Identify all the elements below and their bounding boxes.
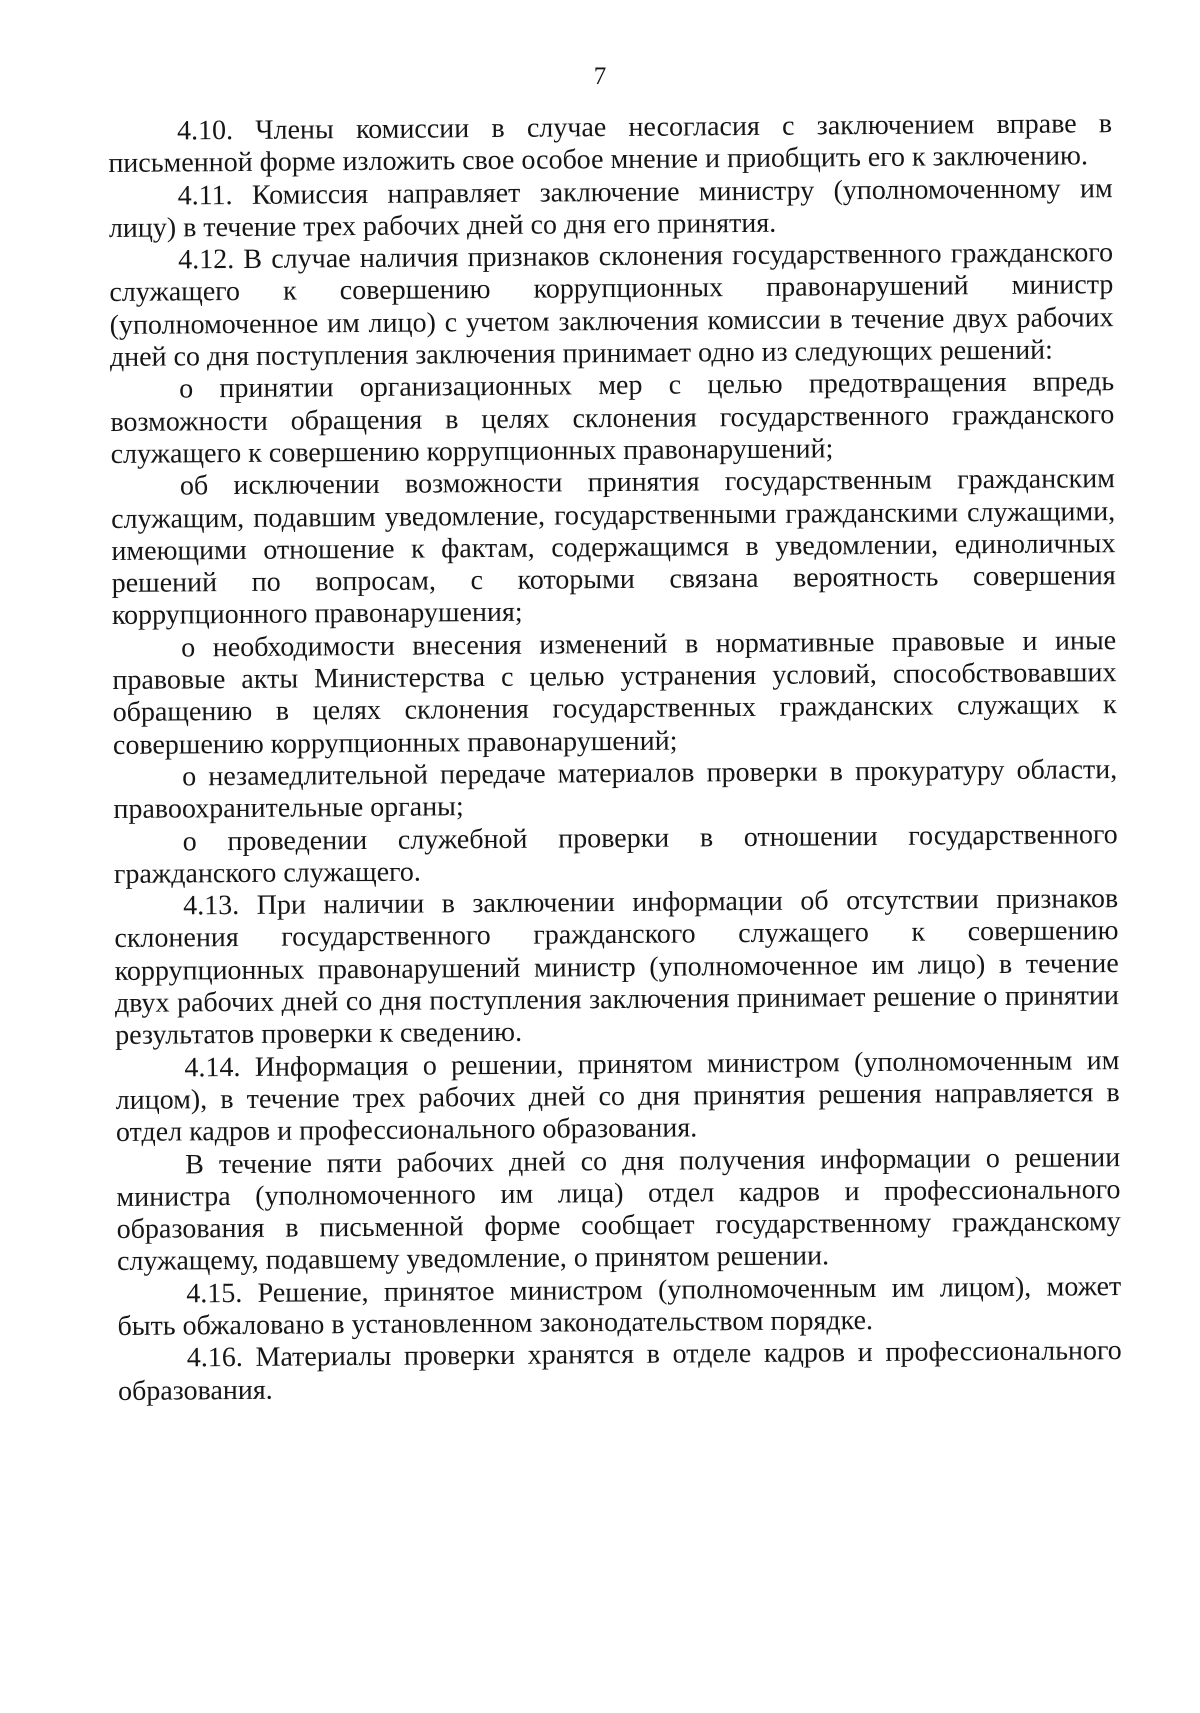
decision-item-internal-inspection: о проведении служебной проверки в отношении государственного гражданского служащего. <box>113 818 1118 890</box>
paragraph-4-14-notification: В течение пяти рабочих дней со дня получения информации о решении министра (уполномоченного им лица) отдел кадров и профессионального образования в письменной форме сообщает государственному гражданскому служащему, подавшему уведомление, о принятом решении. <box>116 1141 1121 1278</box>
paragraph-4-13: 4.13. При наличии в заключении информации об отсутствии признаков склонения государственного гражданского служащего к совершению коррупционных правонарушений министр (уполномоченное им лицо) в течение двух рабочих дней со дня поступления заключения принимает решение о принятии результатов проверки к сведению. <box>114 883 1120 1052</box>
paragraph-4-14: 4.14. Информация о решении, принятом министром (уполномоченным им лицом), в течение трех рабочих дней со дня принятия решения направляется в отдел кадров и профессионального образования. <box>115 1044 1120 1149</box>
document-body <box>108 108 1122 1408</box>
decision-item-exclusion-of-decisions: об исключении возможности принятия государственным гражданским служащим, подавшим уведомление, государственными гражданскими служащими, имеющими отношение к фактам, содержащимся в уведомлении, единоличных решений по вопросам, с которыми связана вероятность совершения коррупционного правонарушения; <box>111 463 1116 632</box>
paragraph-4-15: 4.15. Решение, принятое министром (уполномоченным им лицом), может быть обжаловано в установленном законодательством порядке. <box>117 1270 1122 1342</box>
paragraph-4-10: 4.10. Члены комиссии в случае несогласия с заключением вправе в письменной форме изложить свое особое мнение и приобщить его к заключению. <box>108 108 1113 180</box>
decision-item-transfer-to-prosecutor: о незамедлительной передаче материалов проверки в прокуратуру области, правоохранительные органы; <box>113 754 1118 826</box>
decision-item-amend-legal-acts: о необходимости внесения изменений в нормативные правовые и иные правовые акты Министерства с целью устранения условий, способствовавших обращению в целях склонения государственных гражданских служащих к совершению коррупционных правонарушений; <box>112 624 1117 761</box>
paragraph-4-11: 4.11. Комиссия направляет заключение министру (уполномоченному им лицу) в течение трех рабочих дней со дня его принятия. <box>108 172 1113 244</box>
decision-item-organizational-measures: о принятии организационных мер с целью предотвращения впредь возможности обращения в целях склонения государственного гражданского служащего к совершению коррупционных правонарушений; <box>110 366 1115 470</box>
page-number: 7 <box>593 63 607 90</box>
paragraph-4-12: 4.12. В случае наличия признаков склонения государственного гражданского служащего к совершению коррупционных правонарушений министр (уполномоченное им лицо) с учетом заключения комиссии в течение двух рабочих дней со дня поступления заключения принимает одно из следующих решений: <box>109 237 1114 374</box>
paragraph-4-16: 4.16. Материалы проверки хранятся в отделе кадров и профессионального образования. <box>117 1335 1122 1407</box>
